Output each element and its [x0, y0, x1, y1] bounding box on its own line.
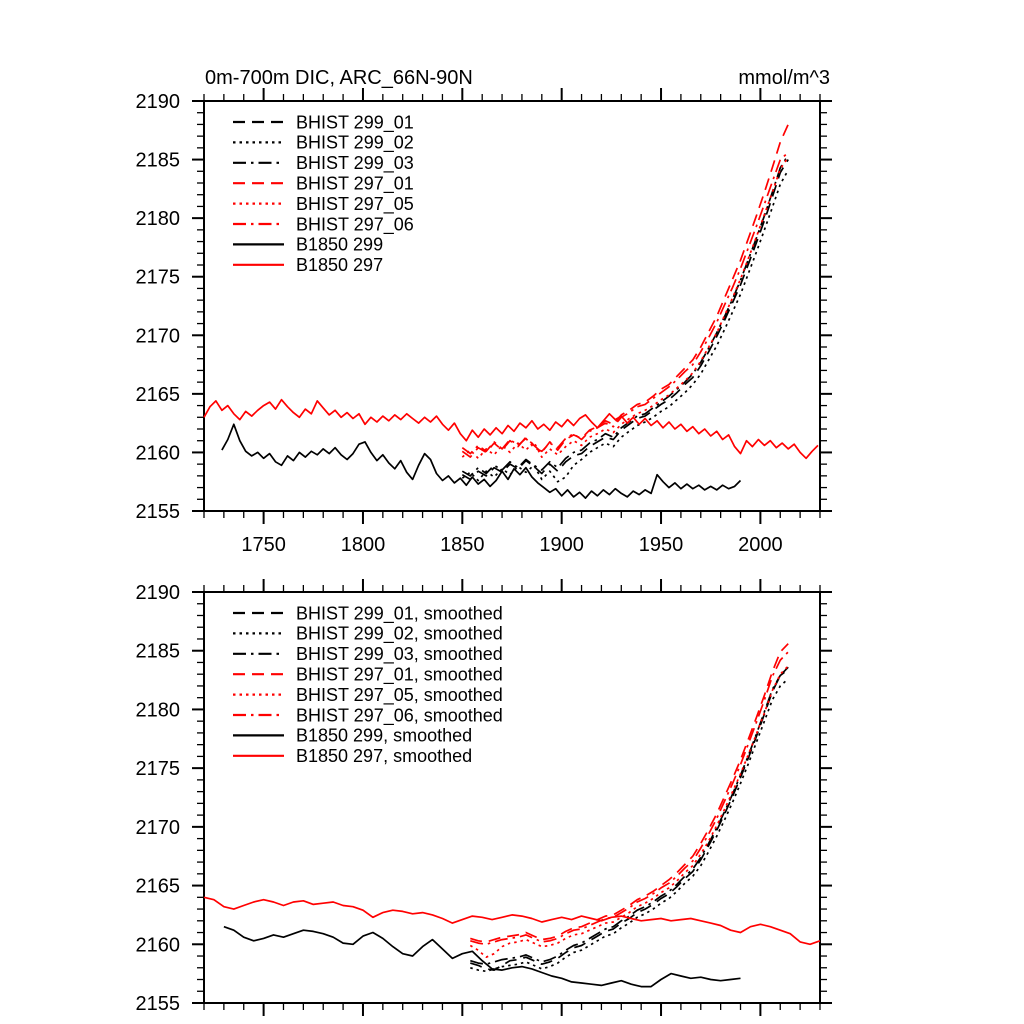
series-bhist-299-01 [462, 160, 788, 480]
legend-label: BHIST 299_01, smoothed [296, 603, 503, 624]
y-axis-ticks [192, 592, 832, 1003]
x-tick-label: 1750 [241, 534, 286, 556]
series-bhist-297-01-smoothed [470, 644, 788, 942]
x-tick-label: 1800 [340, 534, 386, 556]
series-b1850-297 [204, 400, 818, 459]
x-tick-label: 1900 [539, 534, 584, 556]
legend-label: BHIST 297_05, smoothed [296, 684, 503, 705]
y-tick-label: 2155 [135, 993, 180, 1015]
series-bhist-299-01-smoothed [470, 667, 788, 970]
legend-label: BHIST 299_03 [296, 153, 414, 174]
legend-label: BHIST 299_03, smoothed [296, 644, 503, 665]
bottom-chart [136, 579, 833, 1016]
top-chart-units-label: mmol/m^3 [738, 67, 830, 89]
y-tick-label: 2185 [135, 640, 180, 663]
top-chart [136, 88, 833, 556]
legend [233, 603, 503, 766]
legend-label: BHIST 299_02 [296, 132, 414, 153]
series-bhist-299-02-smoothed [470, 679, 788, 971]
series-b1850-299 [222, 424, 741, 498]
legend-label: BHIST 297_01 [296, 173, 414, 194]
legend-label: B1850 297 [296, 255, 384, 276]
y-tick-label: 2175 [135, 266, 180, 289]
y-tick-label: 2190 [135, 91, 180, 113]
y-tick-label: 2175 [135, 758, 180, 781]
y-tick-label: 2185 [135, 149, 180, 172]
series-bhist-297-06-smoothed [470, 652, 788, 944]
legend-label: B1850 297, smoothed [296, 746, 473, 767]
legend [233, 112, 414, 275]
y-tick-label: 2180 [135, 208, 180, 231]
series-bhist-299-03-smoothed [470, 670, 788, 965]
legend-label: BHIST 297_06 [296, 214, 414, 235]
legend-label: B1850 299, smoothed [296, 725, 473, 746]
y-tick-label: 2165 [135, 383, 180, 406]
legend-label: BHIST 299_02, smoothed [296, 623, 503, 644]
y-tick-label: 2170 [135, 325, 180, 348]
series-b1850-297-smoothed [204, 897, 820, 944]
series-bhist-299-02 [462, 170, 788, 482]
series-bhist-297-05 [462, 157, 788, 458]
series-b1850-299-smoothed [224, 927, 741, 987]
x-tick-label: 2000 [738, 534, 783, 556]
y-tick-label: 2170 [135, 816, 180, 839]
top-chart-title: 0m-700m DIC, ARC_66N-90N [205, 67, 473, 89]
legend-label: BHIST 299_01 [296, 112, 414, 133]
x-tick-label: 1850 [440, 534, 485, 556]
y-tick-label: 2160 [135, 934, 180, 957]
legend-label: BHIST 297_06, smoothed [296, 705, 503, 726]
y-tick-label: 2190 [135, 582, 180, 604]
legend-label: BHIST 297_01, smoothed [296, 664, 503, 685]
y-tick-label: 2165 [135, 875, 180, 898]
series-bhist-297-01 [462, 124, 788, 457]
x-tick-label: 1950 [638, 534, 684, 556]
y-tick-label: 2160 [135, 442, 180, 465]
legend-label: B1850 299 [296, 234, 384, 255]
legend-label: BHIST 297_05 [296, 193, 414, 214]
y-tick-label: 2155 [135, 501, 180, 523]
series-bhist-297-05-smoothed [470, 666, 788, 957]
series-bhist-297-06 [462, 153, 788, 454]
y-tick-label: 2180 [135, 699, 180, 722]
